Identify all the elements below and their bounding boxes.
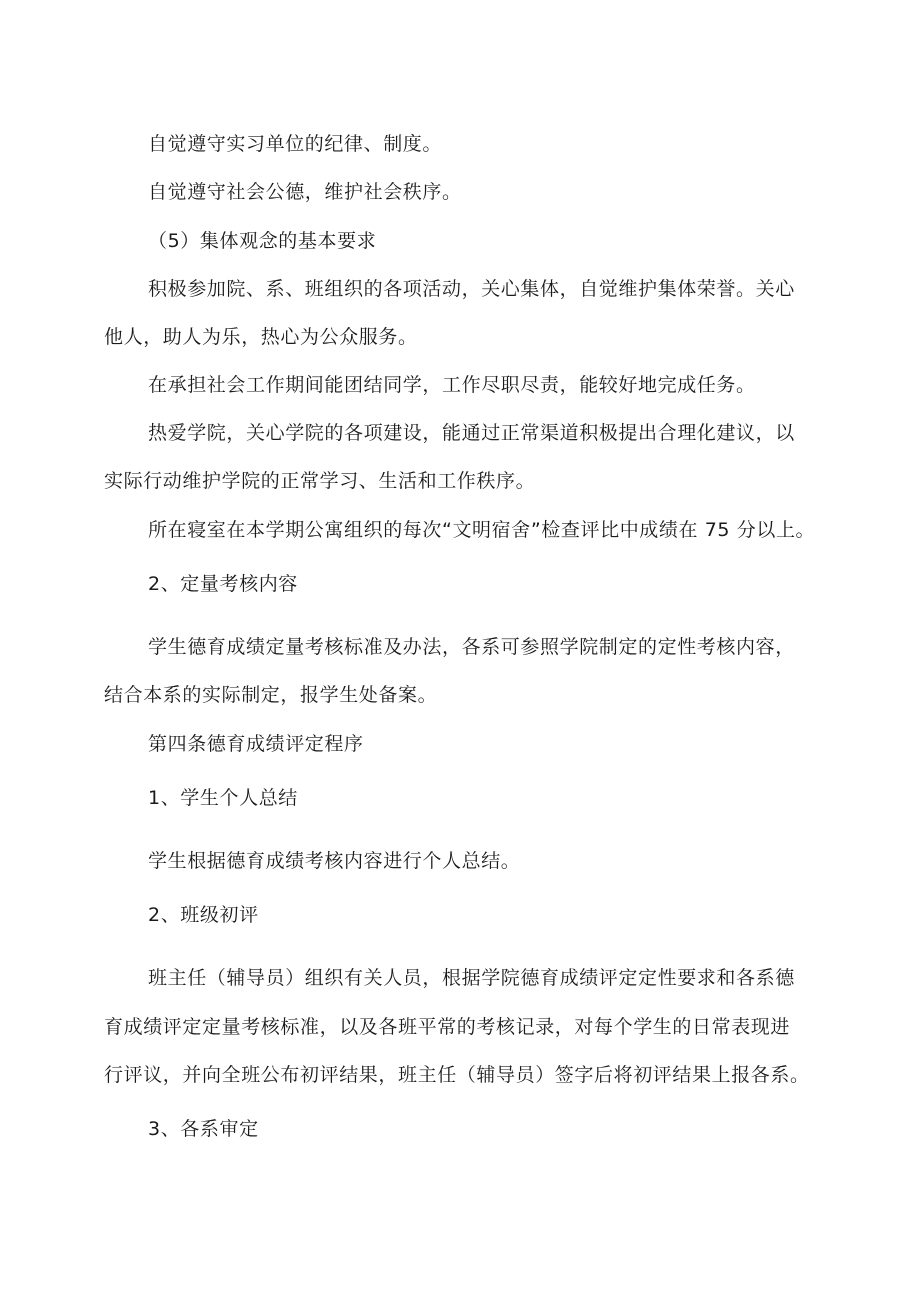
section-heading: 第四条德育成绩评定程序: [148, 733, 364, 755]
section-heading: 2、定量考核内容: [148, 573, 298, 595]
paragraph-line: 自觉遵守社会公德，维护社会秩序。: [148, 181, 462, 203]
section-heading: 3、各系审定: [148, 1118, 259, 1140]
paragraph-line: 行评议，并向全班公布初评结果，班主任（辅导员）签字后将初评结果上报各系。: [104, 1064, 810, 1086]
paragraph-line: 结合本系的实际制定，报学生处备案。: [104, 684, 438, 706]
paragraph-line: 自觉遵守实习单位的纪律、制度。: [148, 133, 443, 155]
section-heading: 1、学生个人总结: [148, 787, 298, 809]
paragraph-line: 他人，助人为乐，热心为公众服务。: [104, 326, 418, 348]
paragraph-line: 在承担社会工作期间能团结同学，工作尽职尽责，能较好地完成任务。: [148, 374, 756, 396]
paragraph-line: 学生根据德育成绩考核内容进行个人总结。: [148, 850, 521, 872]
paragraph-line: 实际行动维护学院的正常学习、生活和工作秩序。: [104, 470, 536, 492]
paragraph-line: 班主任（辅导员）组织有关人员，根据学院德育成绩评定定性要求和各系德: [148, 967, 795, 989]
section-heading: （5）集体观念的基本要求: [148, 230, 377, 252]
section-heading: 2、班级初评: [148, 904, 259, 926]
paragraph-line: 热爱学院，关心学院的各项建设，能通过正常渠道积极提出合理化建议，以: [148, 422, 795, 444]
paragraph-line: 学生德育成绩定量考核标准及办法，各系可参照学院制定的定性考核内容，: [148, 636, 795, 658]
paragraph-line: 育成绩评定定量考核标准，以及各班平常的考核记录，对每个学生的日常表现进: [104, 1016, 791, 1038]
paragraph-line: 积极参加院、系、班组织的各项活动，关心集体，自觉维护集体荣誉。关心: [148, 278, 795, 300]
paragraph-line: 所在寝室在本学期公寓组织的每次“文明宿舍”检查评比中成绩在 75 分以上。: [148, 519, 816, 541]
